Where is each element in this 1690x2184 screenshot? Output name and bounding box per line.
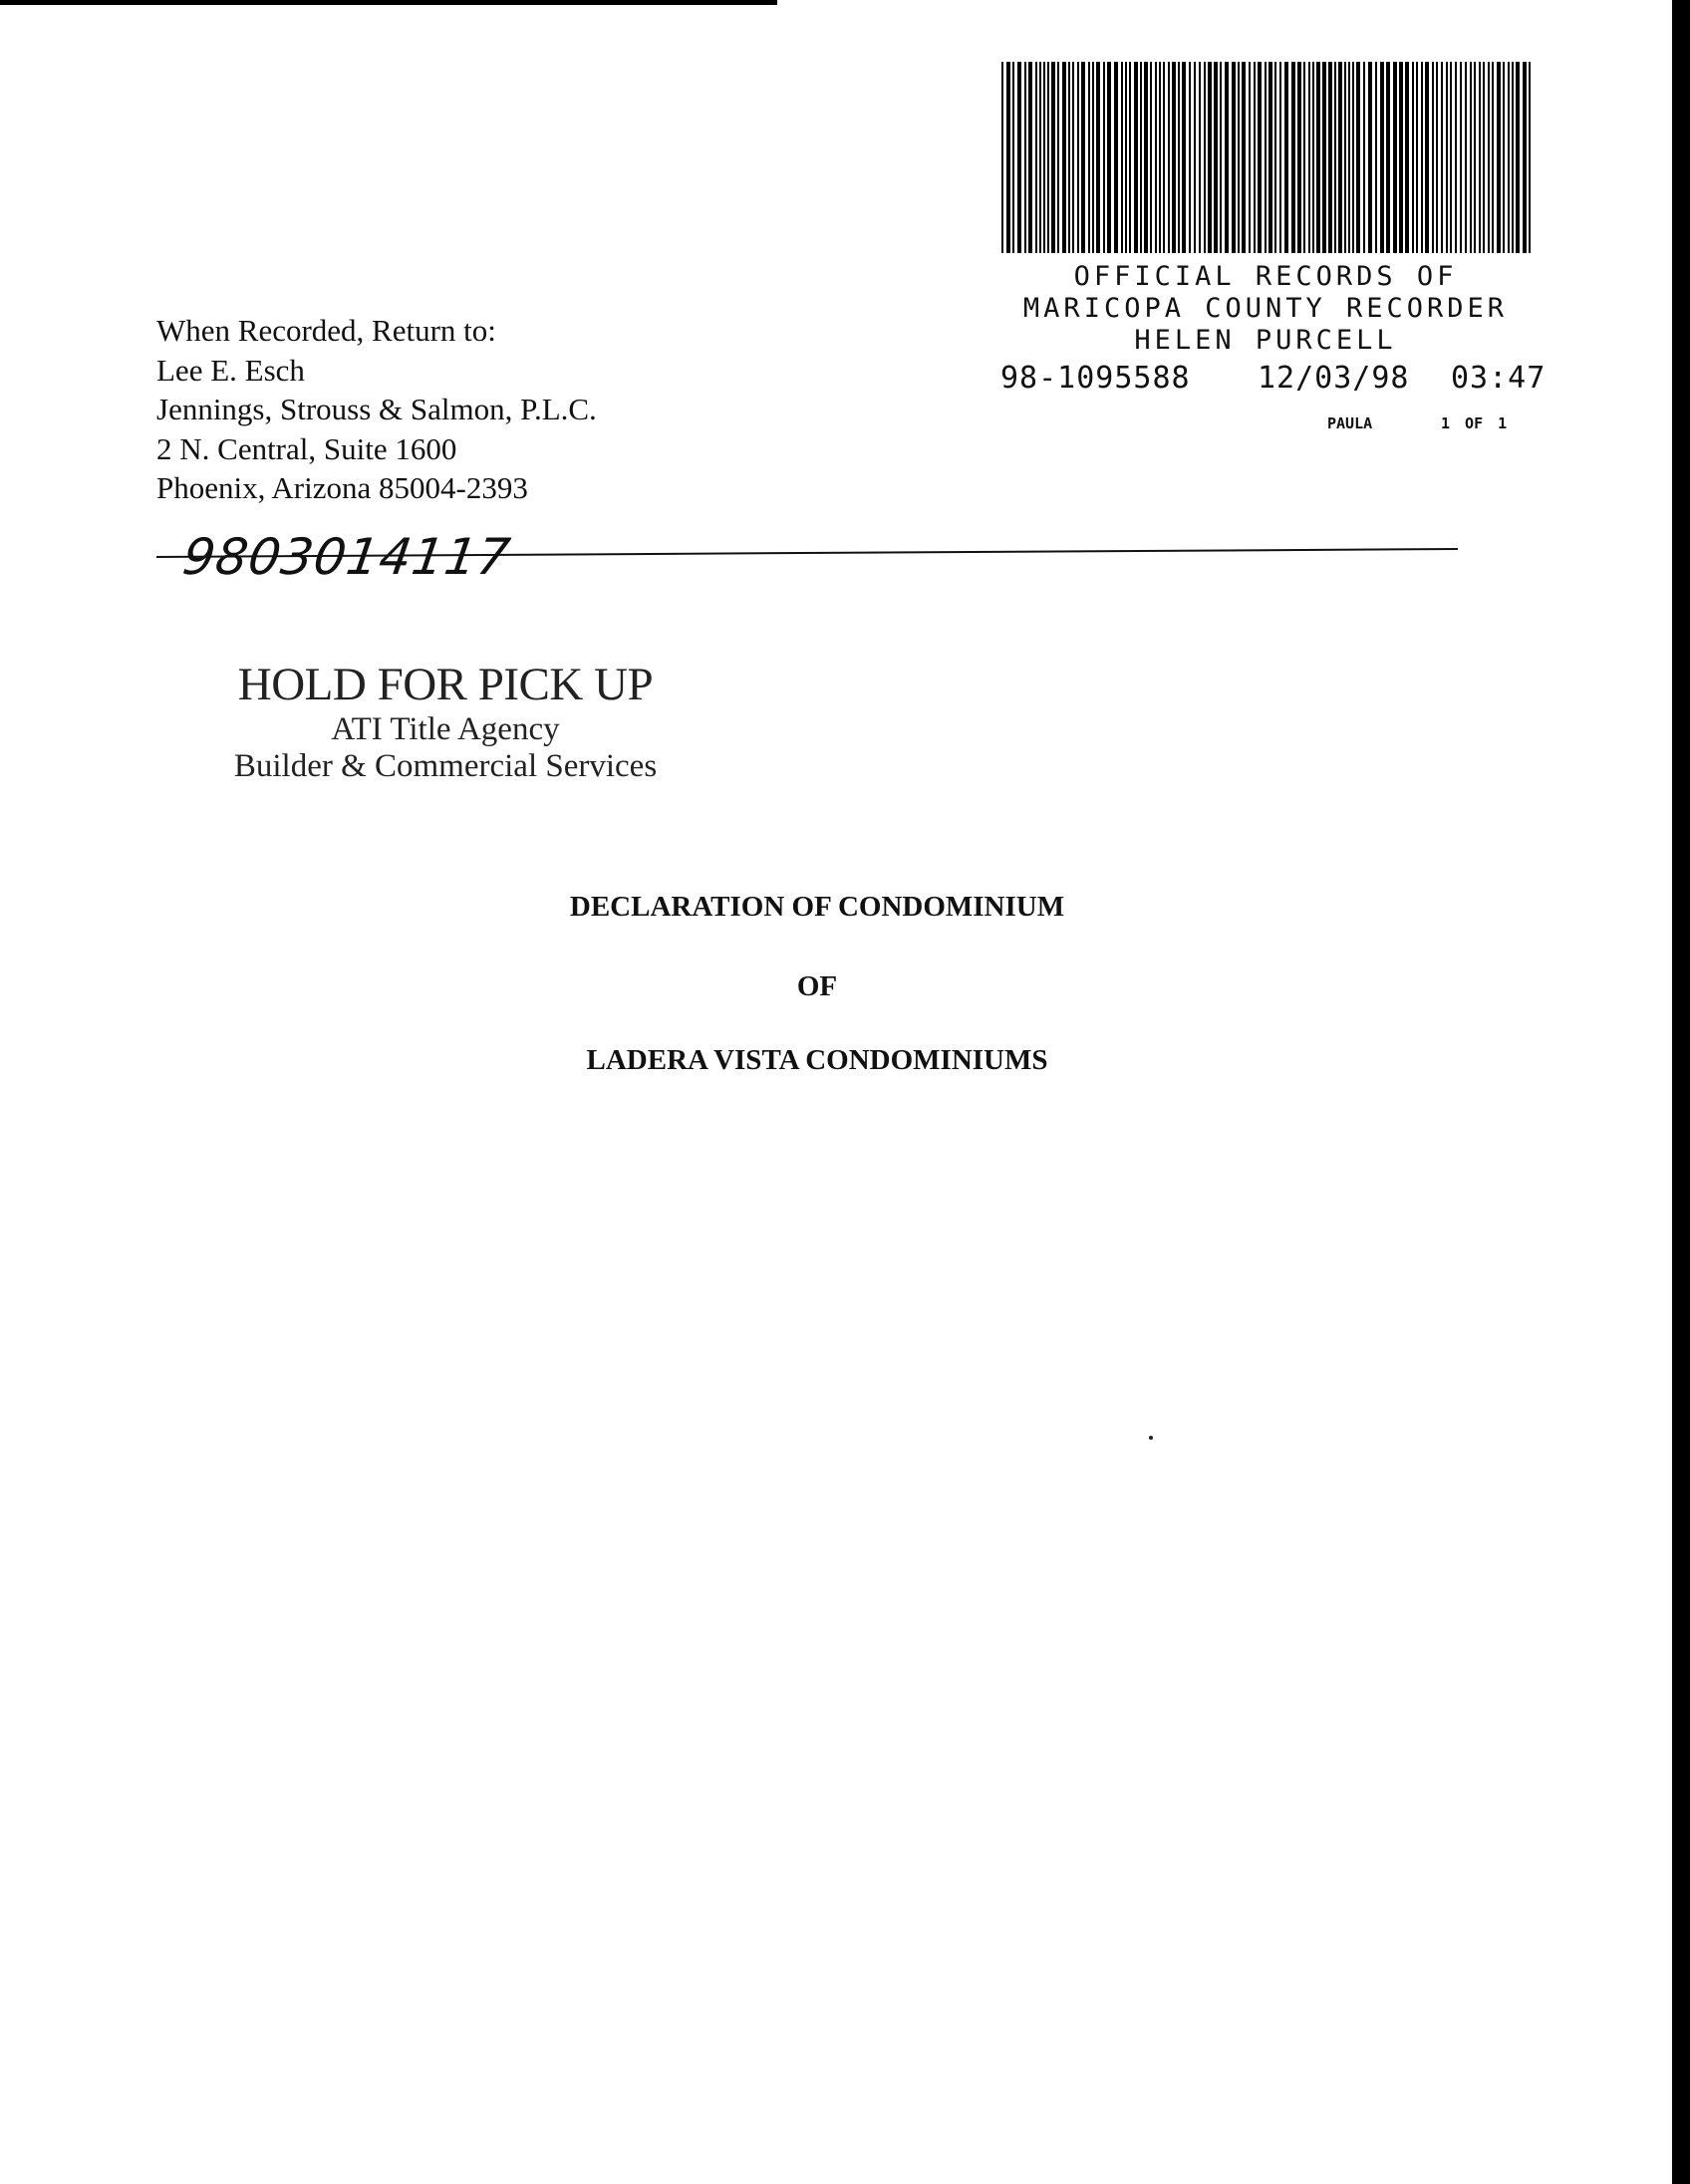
recorder-line-2: MARICOPA COUNTY RECORDER — [1022, 293, 1509, 324]
stamp-line-3: Builder & Commercial Services — [233, 748, 658, 784]
document-title-line-2: OF — [796, 970, 838, 1002]
stamp-line-2: ATI Title Agency — [331, 711, 560, 747]
document-title-line-3: LADERA VISTA CONDOMINIUMS — [586, 1044, 1048, 1076]
return-heading: When Recorded, Return to: — [156, 313, 496, 348]
scan-border-top — [0, 0, 777, 5]
record-date: 12/03/98 — [1258, 361, 1410, 396]
return-city: Phoenix, Arizona 85004-2393 — [156, 470, 528, 505]
scan-speck — [1149, 1436, 1153, 1440]
recorder-header — [986, 261, 1545, 357]
recorder-line-3: HELEN PURCELL — [1134, 325, 1397, 356]
return-firm: Jennings, Strouss & Salmon, P.L.C. — [156, 392, 597, 426]
stamp-line-1: HOLD FOR PICK UP — [237, 659, 654, 710]
return-name: Lee E. Esch — [156, 352, 305, 388]
pickup-stamp — [211, 658, 680, 785]
return-street: 2 N. Central, Suite 1600 — [156, 430, 457, 466]
recorder-barcode — [999, 62, 1533, 253]
page-count: 1 OF 1 — [1441, 414, 1508, 432]
record-time: 03:47 — [1451, 361, 1547, 396]
record-number: 98-1095588 — [1000, 361, 1191, 396]
recording-info — [1000, 361, 1550, 401]
recorder-line-1: OFFICIAL RECORDS OF — [1073, 261, 1458, 292]
handwritten-number: 9803014117 — [178, 528, 515, 586]
document-title-line-1: DECLARATION OF CONDOMINIUM — [569, 891, 1065, 923]
return-address-block — [156, 311, 597, 508]
scan-border-right — [1672, 0, 1690, 2184]
clerk-name: PAULA — [1327, 414, 1373, 432]
